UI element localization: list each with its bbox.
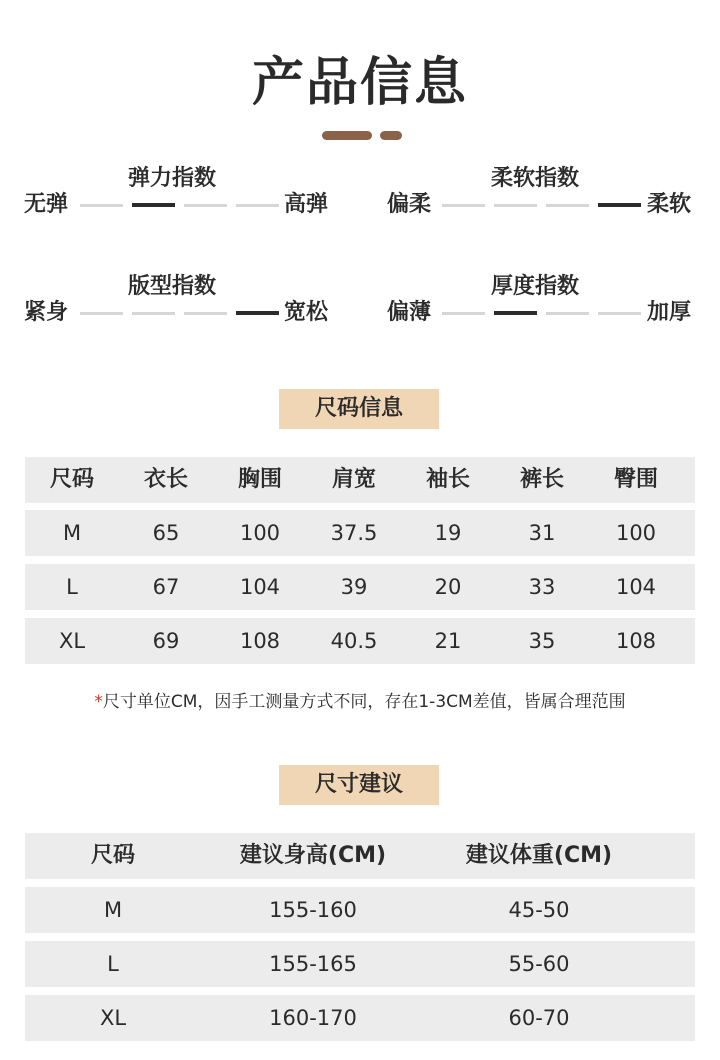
note-text: 尺寸单位CM，因手工测量方式不同，存在1-3CM差值，皆属合理范围 xyxy=(102,692,626,712)
table-cell: 108 xyxy=(239,629,281,653)
table-header-cell: 建议体重(CM) xyxy=(465,843,613,868)
page-title: 产品信息 xyxy=(251,53,468,113)
index-segment xyxy=(546,204,589,207)
table-cell: 67 xyxy=(152,575,180,599)
table-header-cell: 建议身高(CM) xyxy=(239,843,387,868)
table-header-cell: 袖长 xyxy=(425,467,470,492)
index-segment-active xyxy=(236,311,279,315)
table-cell: 35 xyxy=(528,629,556,653)
index-title: 版型指数 xyxy=(128,274,217,299)
index-segment xyxy=(442,204,485,207)
index-segment xyxy=(598,312,641,315)
table-row xyxy=(25,887,695,933)
index-title: 柔软指数 xyxy=(491,166,580,191)
index-segment-active xyxy=(598,203,641,207)
table-cell: 45-50 xyxy=(508,898,570,922)
table-row xyxy=(25,941,695,987)
table-header-cell: 肩宽 xyxy=(331,467,376,492)
table-cell: 37.5 xyxy=(330,521,378,545)
index-segment xyxy=(236,204,279,207)
title-decoration-short xyxy=(380,131,402,140)
table-cell: 39 xyxy=(340,575,368,599)
index-right-label: 高弹 xyxy=(284,192,329,217)
index-right-label: 宽松 xyxy=(284,300,329,325)
table-cell: 155-165 xyxy=(269,952,357,976)
index-segment xyxy=(494,204,537,207)
table-cell: 100 xyxy=(615,521,657,545)
table-cell: L xyxy=(107,952,119,976)
table-cell: 69 xyxy=(152,629,180,653)
table-cell: 65 xyxy=(152,521,180,545)
table-header-row xyxy=(25,833,695,879)
index-segment xyxy=(184,204,227,207)
index-segment xyxy=(184,312,227,315)
section-tag-size-info: 尺码信息 xyxy=(279,389,439,429)
table-header-cell: 尺码 xyxy=(90,843,135,868)
table-cell: 21 xyxy=(434,629,462,653)
index-left-label: 偏薄 xyxy=(387,300,432,325)
index-right-label: 柔软 xyxy=(647,192,692,217)
index-segment xyxy=(442,312,485,315)
index-left-label: 无弹 xyxy=(24,192,69,217)
table-cell: XL xyxy=(99,1006,127,1030)
table-cell: M xyxy=(103,898,123,922)
table-header-cell: 裤长 xyxy=(519,467,564,492)
table-cell: L xyxy=(66,575,78,599)
table-cell: 55-60 xyxy=(508,952,570,976)
index-segment xyxy=(80,204,123,207)
table-cell: 40.5 xyxy=(330,629,378,653)
note-asterisk: * xyxy=(94,692,103,712)
index-right-label: 加厚 xyxy=(647,300,692,325)
table-cell: 160-170 xyxy=(269,1006,357,1030)
table-row xyxy=(25,995,695,1041)
index-segment xyxy=(546,312,589,315)
index-left-label: 紧身 xyxy=(24,300,69,325)
table-header-cell: 胸围 xyxy=(237,467,282,492)
index-title: 厚度指数 xyxy=(491,274,580,299)
index-segment-active xyxy=(494,311,537,315)
table-cell: 33 xyxy=(528,575,556,599)
index-segment xyxy=(132,312,175,315)
table-row xyxy=(25,564,695,610)
table-cell: 19 xyxy=(434,521,462,545)
table-cell: M xyxy=(62,521,82,545)
table-cell: 155-160 xyxy=(269,898,357,922)
table-header-cell: 臀围 xyxy=(613,467,658,492)
table-header-cell: 衣长 xyxy=(143,467,188,492)
index-title: 弹力指数 xyxy=(128,166,217,191)
index-segment-active xyxy=(132,203,175,207)
table-row xyxy=(25,618,695,664)
index-segment xyxy=(80,312,123,315)
measurement-note xyxy=(0,690,720,714)
table-cell: 100 xyxy=(239,521,281,545)
table-row xyxy=(25,510,695,556)
index-left-label: 偏柔 xyxy=(387,192,432,217)
title-decoration-long xyxy=(322,131,372,140)
table-cell: 108 xyxy=(615,629,657,653)
table-cell: 60-70 xyxy=(508,1006,570,1030)
table-header-row xyxy=(25,457,695,503)
table-cell: XL xyxy=(58,629,86,653)
table-header-cell: 尺码 xyxy=(49,467,94,492)
table-cell: 31 xyxy=(528,521,556,545)
table-cell: 104 xyxy=(615,575,657,599)
table-cell: 104 xyxy=(239,575,281,599)
table-cell: 20 xyxy=(434,575,462,599)
section-tag-size-advice: 尺寸建议 xyxy=(279,765,439,805)
